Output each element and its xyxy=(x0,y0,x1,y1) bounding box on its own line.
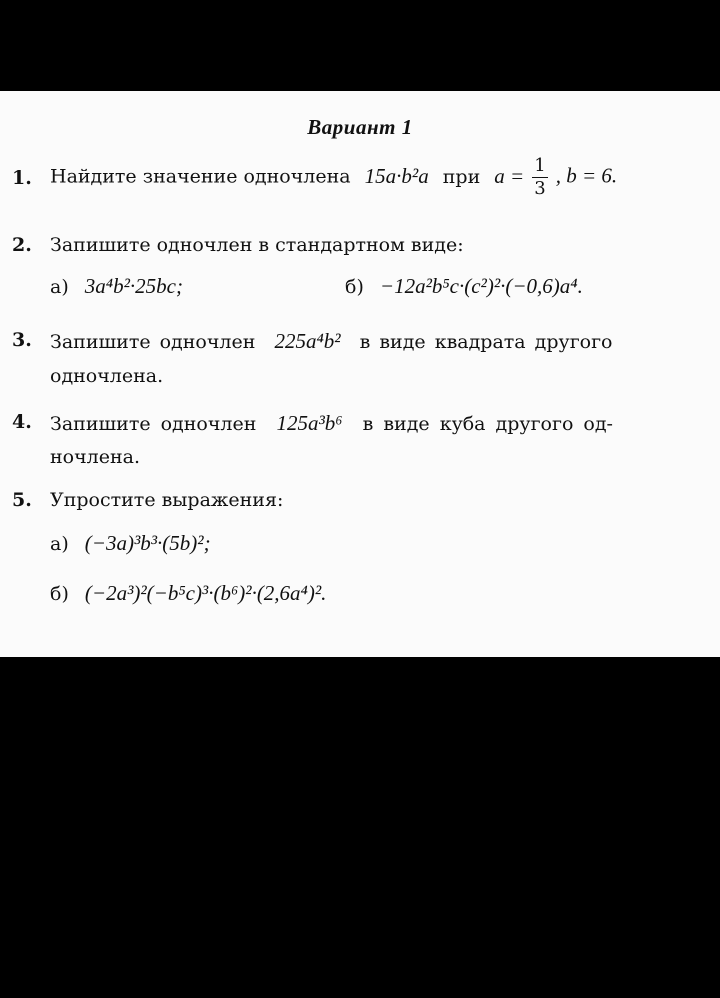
task-5b-expression: (−2a³)²(−b⁵c)³·(b⁶)²·(2,6a⁴)². xyxy=(84,581,327,605)
task-5b-label: б) xyxy=(50,583,69,605)
task-3-number: 3. xyxy=(12,329,32,351)
task-1-fraction xyxy=(532,155,547,200)
task-5a xyxy=(50,531,211,556)
task-3-instruction-end: в виде квадрата другого xyxy=(359,331,613,353)
task-2a xyxy=(50,274,183,299)
variant-title: Вариант 1 xyxy=(307,115,413,139)
task-5a-expression: (−3a)³b³·(5b)²; xyxy=(84,531,211,555)
task-5a-label: а) xyxy=(50,533,69,555)
task-2b-expression: −12a²b⁵c·(c²)²·(−0,6)a⁴. xyxy=(379,274,583,298)
task-3-expression: 225a⁴b² xyxy=(274,329,341,353)
task-2a-label: а) xyxy=(50,276,69,298)
task-5-number: 5. xyxy=(12,489,32,511)
task-5-text: Упростите выражения: xyxy=(50,489,284,511)
task-1-expression: 15a·b²a xyxy=(364,163,429,188)
task-4-instruction-end: в виде куба другого од- xyxy=(362,413,613,435)
task-5b xyxy=(50,581,326,606)
task-4-expression: 125a³b⁶ xyxy=(276,411,343,435)
task-1-number: 1. xyxy=(12,167,32,189)
task-4-line-2: ночлена. xyxy=(50,446,141,468)
task-2b xyxy=(345,274,583,299)
worksheet-page xyxy=(0,91,720,657)
task-4-instruction: Запишите одночлен xyxy=(50,413,257,435)
task-1-instruction: Найдите значение одночлена xyxy=(50,165,351,188)
task-1-b-condition: , b = 6. xyxy=(555,163,618,188)
task-4-number: 4. xyxy=(12,411,32,433)
task-3-instruction: Запишите одночлен xyxy=(50,331,256,353)
task-1-text xyxy=(50,155,617,200)
task-1-a-condition: a = xyxy=(494,163,525,188)
task-2-text: Запишите одночлен в стандартном виде: xyxy=(50,234,464,256)
task-2-number: 2. xyxy=(12,234,32,256)
task-4-line-1 xyxy=(50,411,613,436)
task-3-line-1 xyxy=(50,329,612,354)
fraction-denominator: 3 xyxy=(534,178,546,199)
fraction-numerator: 1 xyxy=(534,155,546,176)
task-2a-expression: 3a⁴b²·25bc; xyxy=(84,274,183,298)
task-2b-label: б) xyxy=(345,276,364,298)
task-1-pri: при xyxy=(442,165,481,188)
task-3-line-2: одночлена. xyxy=(50,365,164,387)
